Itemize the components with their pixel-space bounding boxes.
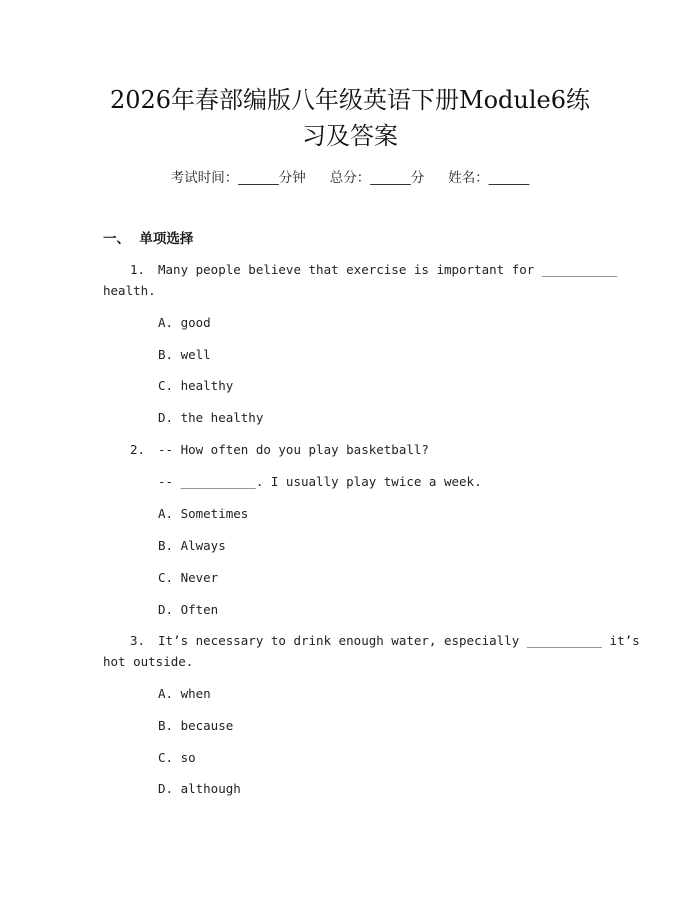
- answer-option: A. good: [158, 315, 211, 330]
- question-text-continuation: -- __________. I usually play twice a week.: [158, 474, 482, 489]
- answer-option: C. so: [158, 750, 196, 765]
- question-text-continuation: hot outside.: [103, 654, 194, 669]
- answer-option: B. Always: [158, 538, 226, 553]
- question-text: -- How often do you play basketball?: [158, 442, 429, 457]
- answer-option: B. well: [158, 347, 211, 362]
- answer-option: C. Never: [158, 570, 219, 585]
- document-title-line-2: 习及答案: [302, 122, 398, 150]
- answer-option: C. healthy: [158, 378, 234, 393]
- question-text-continuation: health.: [103, 283, 156, 298]
- answer-option: A. when: [158, 686, 211, 701]
- question-text: Many people believe that exercise is important for __________: [158, 262, 618, 277]
- document-title-line-1: 2026年春部编版八年级英语下册Module6练: [109, 86, 591, 114]
- exam-meta-row: [0, 168, 700, 188]
- total-score-field: 总分：______分: [329, 170, 425, 186]
- answer-option: A. Sometimes: [158, 506, 249, 521]
- question-text: It’s necessary to drink enough water, especially __________ it’s: [158, 633, 640, 648]
- question-number: 1.: [130, 262, 146, 277]
- student-name-field: 姓名：______: [448, 170, 530, 186]
- exam-time-field: 考试时间：______分钟: [170, 170, 306, 186]
- answer-option: D. Often: [158, 602, 219, 617]
- question-number: 2.: [130, 442, 146, 457]
- answer-option: B. because: [158, 718, 234, 733]
- section-heading: 一、 单项选择: [103, 231, 194, 247]
- answer-option: D. although: [158, 781, 241, 796]
- answer-option: D. the healthy: [158, 410, 264, 425]
- question-number: 3.: [130, 633, 146, 648]
